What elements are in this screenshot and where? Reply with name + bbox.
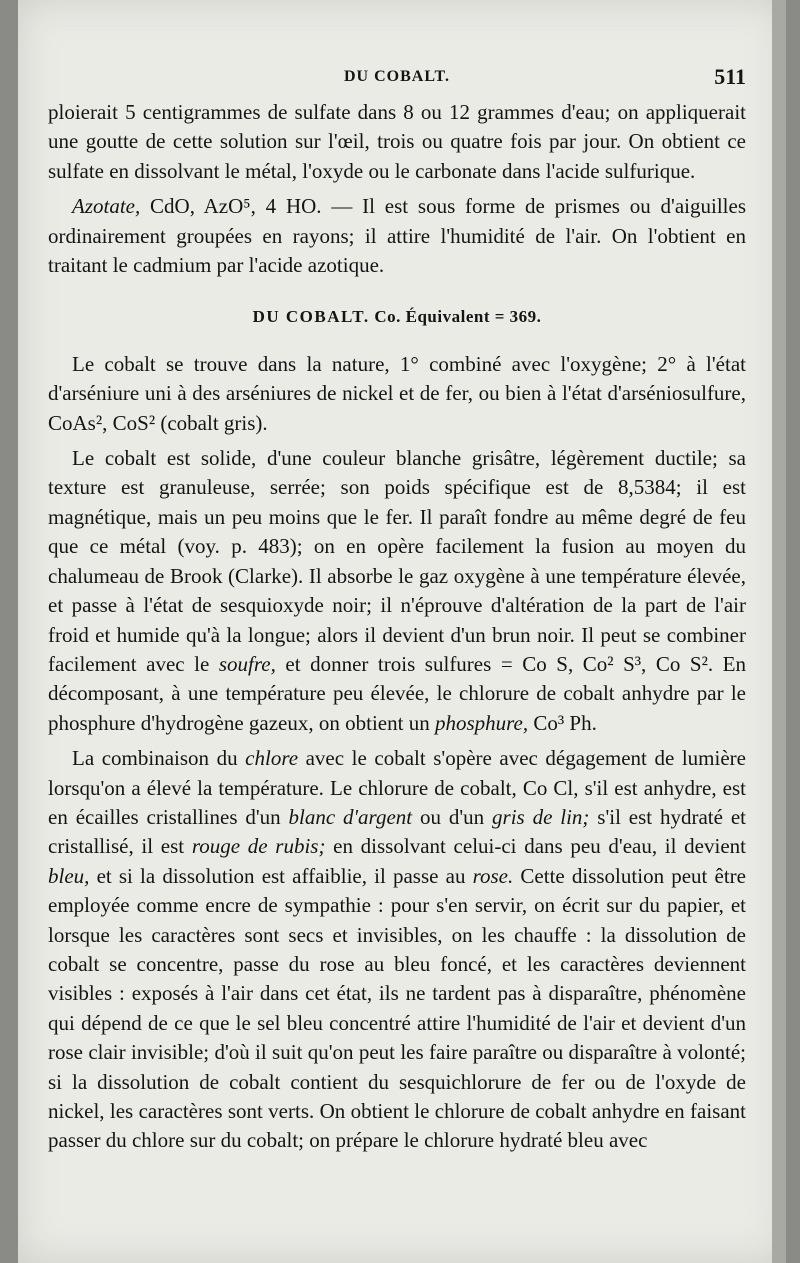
chlore-text-g: Cette dissolution peut être employée comme encre de sympathie : pour s'en servir, on écrit sur du papier, et lorsque les caractères sont secs et invisibles, on les chauffe : la dissolution de cobalt se concentre, passe du rose au bleu foncé, et les caractères deviennent visibles : exposés à l'air dans cet état, ils ne tardent pas à disparaître, phénomène qui dépend de ce que le sel bleu concentré attire l'humidité de l'air et devient d'un rose clair invisible; d'où il suit qu'on peut les faire paraître ou disparaître à volonté; si la dissolution de cobalt contient du sesquichlorure de fer ou de l'oxyde de nickel, les caractères sont verts. On obtient le chlorure de cobalt anhydre en faisant passer du chlore sur du cobalt; on prépare le chlorure hydraté bleu avec xyxy=(48,863,746,1153)
section-formula: Co. Équivalent = 369. xyxy=(369,307,542,327)
paragraph-azotate xyxy=(48,192,746,280)
page-edge-shadow xyxy=(772,0,786,1263)
azotate-label: Azotate, xyxy=(72,194,141,219)
term-rouge-de-rubis: rouge de rubis; xyxy=(191,834,326,859)
running-title: DU COBALT. xyxy=(343,68,451,85)
paragraph-sulfate-end: ploierait 5 centigrammes de sulfate dans 8 ou 12 grammes d'eau; on appliquerait une goutte de cette solution sur l'œil, trois ou quatre fois par jour. On obtient ce sulfate en dissolvant le métal, l'oxyde ou le carbonate dans l'acide sulfurique. xyxy=(48,100,746,183)
chlore-text-e: en dissolvant celui-ci dans peu d'eau, il devient xyxy=(325,834,746,859)
term-soufre: soufre, xyxy=(218,651,276,676)
section-title: DU COBALT. xyxy=(252,307,370,327)
chlore-text-c: ou d'un xyxy=(412,804,493,829)
page-number: 511 xyxy=(714,64,746,89)
paragraph-cobalt-properties xyxy=(48,444,746,738)
properties-text-c: Co³ Ph. xyxy=(528,710,597,735)
term-blanc-argent: blanc d'argent xyxy=(288,804,413,829)
properties-text-a: Le cobalt est solide, d'une couleur blanche grisâtre, légèrement ductile; sa texture est granuleuse, serrée; son poids spécifique est de 8,5384; il est magnétique, mais un peu moins que le fer. Il paraît fondre au même degré de feu que ce métal (voy. p. 483); on en opère facilement la fusion au moyen du chalumeau de Brook (Clarke). Il absorbe le gaz oxygène à une température élevée, et passe à l'état de sesquioxyde noir; il n'éprouve d'altération de la part de l'air froid et humide qu'à la longue; alors il devient d'un brun noir. Il peut se combiner facilement avec le xyxy=(48,446,746,676)
page-header xyxy=(48,64,746,94)
term-phosphure: phosphure, xyxy=(434,710,529,735)
properties-text-b: et donner trois sulfures = Co S, Co² S³, Co S². En décomposant, à une température peu élevée, le chlorure de cobalt anhydre par le phosphure d'hydrogène gazeux, on obtient un xyxy=(48,651,746,735)
chlore-text-d: s'il est hydraté et cristallisé, il est xyxy=(48,804,746,859)
chlore-text-b: avec le cobalt s'opère avec dégagement de lumière lorsqu'on a élevé la température. Le chlorure de cobalt, Co Cl, s'il est anhydre, est en écailles cristallines d'un xyxy=(48,746,746,829)
book-page xyxy=(18,0,786,1263)
azotate-text: CdO, AzO⁵, 4 HO. — Il est sous forme de prismes ou d'aiguilles ordinairement groupées en rayons; il attire l'humidité de l'air. On l'obtient en traitant le cadmium par l'acide azotique. xyxy=(48,194,746,278)
body-text xyxy=(48,98,746,1156)
term-gris-de-lin: gris de lin; xyxy=(492,804,590,829)
section-heading-cobalt xyxy=(48,302,746,331)
paragraph-chlore xyxy=(48,744,746,1156)
term-bleu: bleu, xyxy=(48,863,90,888)
term-rose: rose. xyxy=(472,863,514,888)
term-chlore: chlore xyxy=(245,746,299,771)
chlore-text-f: et si la dissolution est affaiblie, il passe au xyxy=(89,863,473,888)
chlore-text-a: La combinaison du xyxy=(72,746,246,771)
paragraph-cobalt-nature: Le cobalt se trouve dans la nature, 1° combiné avec l'oxygène; 2° à l'état d'arséniure uni à des arséniures de nickel et de fer, ou bien à l'état d'arséniosulfure, CoAs², CoS² (cobalt gris). xyxy=(48,351,746,435)
